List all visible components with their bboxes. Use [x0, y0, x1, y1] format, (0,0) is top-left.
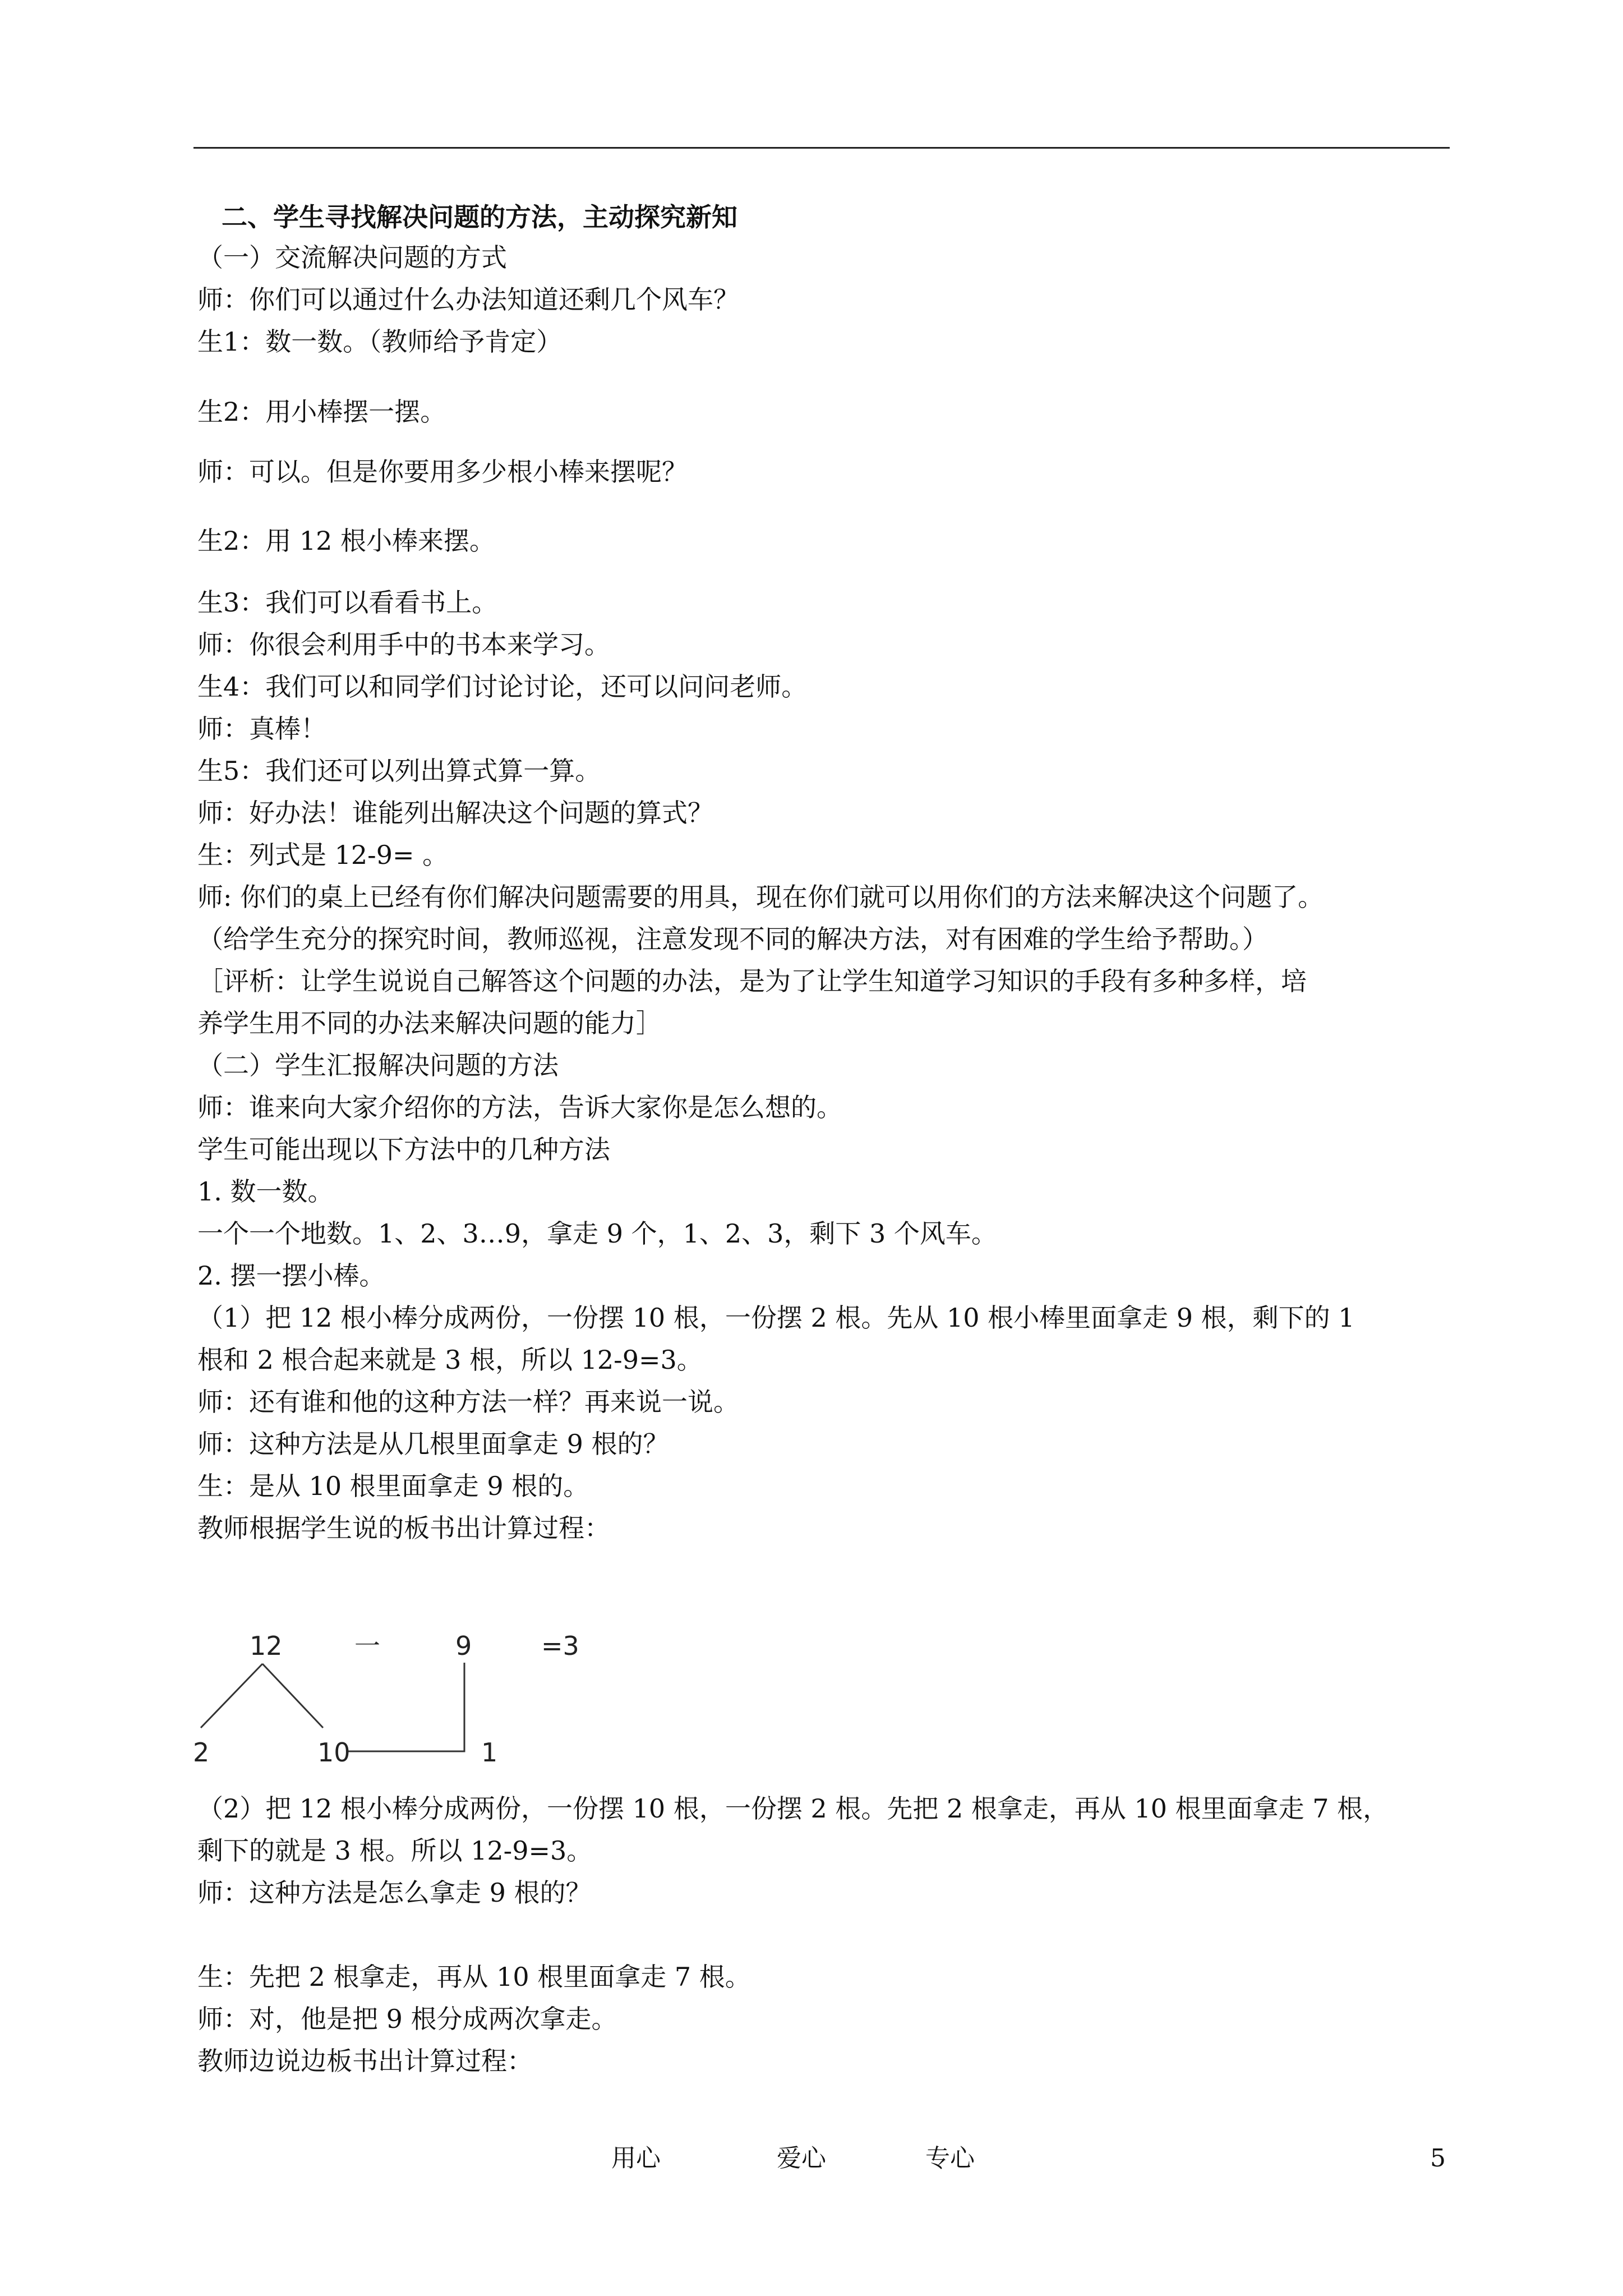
diagram-number-12: 12: [250, 1631, 283, 1661]
footer-motto-3: 专心: [925, 2144, 975, 2173]
footer-motto-2: 爱心: [777, 2144, 826, 2173]
calculation-diagram: [191, 1621, 639, 1789]
diagram-number-10: 10: [317, 1737, 351, 1768]
diagram-equals-3: =3: [541, 1631, 579, 1661]
text-line: 生2：用小棒摆一摆。: [197, 397, 446, 427]
text-line: 师：对，他是把 9 根分成两次拿走。: [197, 2004, 617, 2034]
text-line: 生2：用 12 根小棒来摆。: [197, 526, 496, 556]
text-line: 师：还有谁和他的这种方法一样？再来说一说。: [197, 1387, 739, 1417]
text-line: （2）把 12 根小棒分成两份，一份摆 10 根，一份摆 2 根。先把 2 根拿走，再从 10 根里面拿走 7 根，: [197, 1793, 1389, 1824]
text-line: （给学生充分的探究时间，教师巡视，注意发现不同的解决方法，对有困难的学生给予帮助。）: [197, 924, 1268, 954]
text-line: 剩下的就是 3 根。所以 12-9=3。: [197, 1835, 593, 1866]
text-line: 教师根据学生说的板书出计算过程：: [197, 1513, 610, 1543]
text-line: 师：真棒！: [197, 714, 326, 744]
text-line: 养学生用不同的办法来解决问题的能力］: [197, 1008, 662, 1038]
section-heading: 二、学生寻找解决问题的方法，主动探究新知: [222, 202, 737, 232]
diagram-number-9: 9: [455, 1631, 472, 1661]
text-line: 生3：我们可以看看书上。: [197, 587, 498, 618]
text-line: 生4：我们可以和同学们讨论讨论，还可以问问老师。: [197, 671, 808, 702]
text-line: ［评析：让学生说说自己解答这个问题的办法，是为了让学生知道学习知识的手段有多种多样，培: [197, 966, 1307, 996]
text-line: 2. 摆一摆小棒。: [197, 1260, 385, 1291]
page-number: 5: [1430, 2144, 1446, 2173]
text-line: 师：好办法！谁能列出解决这个问题的算式？: [197, 798, 713, 828]
text-line: （1）把 12 根小棒分成两份，一份摆 10 根，一份摆 2 根。先从 10 根小棒里面拿走 9 根，剩下的 1: [197, 1303, 1355, 1333]
text-line: 生5：我们还可以列出算式算一算。: [197, 756, 601, 786]
text-line: 生：先把 2 根拿走，再从 10 根里面拿走 7 根。: [197, 1962, 751, 1992]
text-line: 生：列式是 12-9= 。: [197, 840, 449, 870]
text-line: 师：这种方法是怎么拿走 9 根的？: [197, 1878, 592, 1908]
text-line: 师：这种方法是从几根里面拿走 9 根的？: [197, 1429, 669, 1459]
text-line: 生1：数一数。（教师给予肯定）: [197, 326, 562, 357]
footer-motto-1: 用心: [611, 2144, 661, 2173]
header-rule: [193, 147, 1450, 149]
split-line-left: [201, 1664, 262, 1728]
diagram-number-2: 2: [193, 1737, 210, 1768]
text-line: 教师边说边板书出计算过程：: [197, 2046, 533, 2076]
text-line: 生：是从 10 根里面拿走 9 根的。: [197, 1471, 589, 1501]
text-line: 师：你们可以通过什么办法知道还剩几个风车？: [197, 284, 739, 315]
text-line: 师：你很会利用手中的书本来学习。: [197, 629, 610, 660]
text-line: （一）交流解决问题的方式: [197, 242, 507, 273]
diagram-number-1: 1: [481, 1737, 498, 1768]
split-line-right: [262, 1664, 323, 1728]
text-line: 根和 2 根合起来就是 3 根，所以 12-9=3。: [197, 1345, 703, 1375]
text-line: 师：可以。但是你要用多少根小棒来摆呢？: [197, 457, 688, 487]
text-line: 师: 你们的桌上已经有你们解决问题需要的用具，现在你们就可以用你们的方法来解决这个问题了。: [197, 882, 1324, 912]
subtract-connector: [347, 1663, 464, 1751]
text-line: 1. 数一数。: [197, 1176, 334, 1207]
text-line: 学生可能出现以下方法中的几种方法: [197, 1134, 610, 1165]
text-line: （二）学生汇报解决问题的方法: [197, 1050, 559, 1080]
text-line: 一个一个地数。1、2、3…9，拿走 9 个，1、2、3，剩下 3 个风车。: [197, 1218, 997, 1249]
text-line: 师：谁来向大家介绍你的方法，告诉大家你是怎么想的。: [197, 1092, 842, 1122]
diagram-minus-sign: 一: [354, 1631, 380, 1661]
